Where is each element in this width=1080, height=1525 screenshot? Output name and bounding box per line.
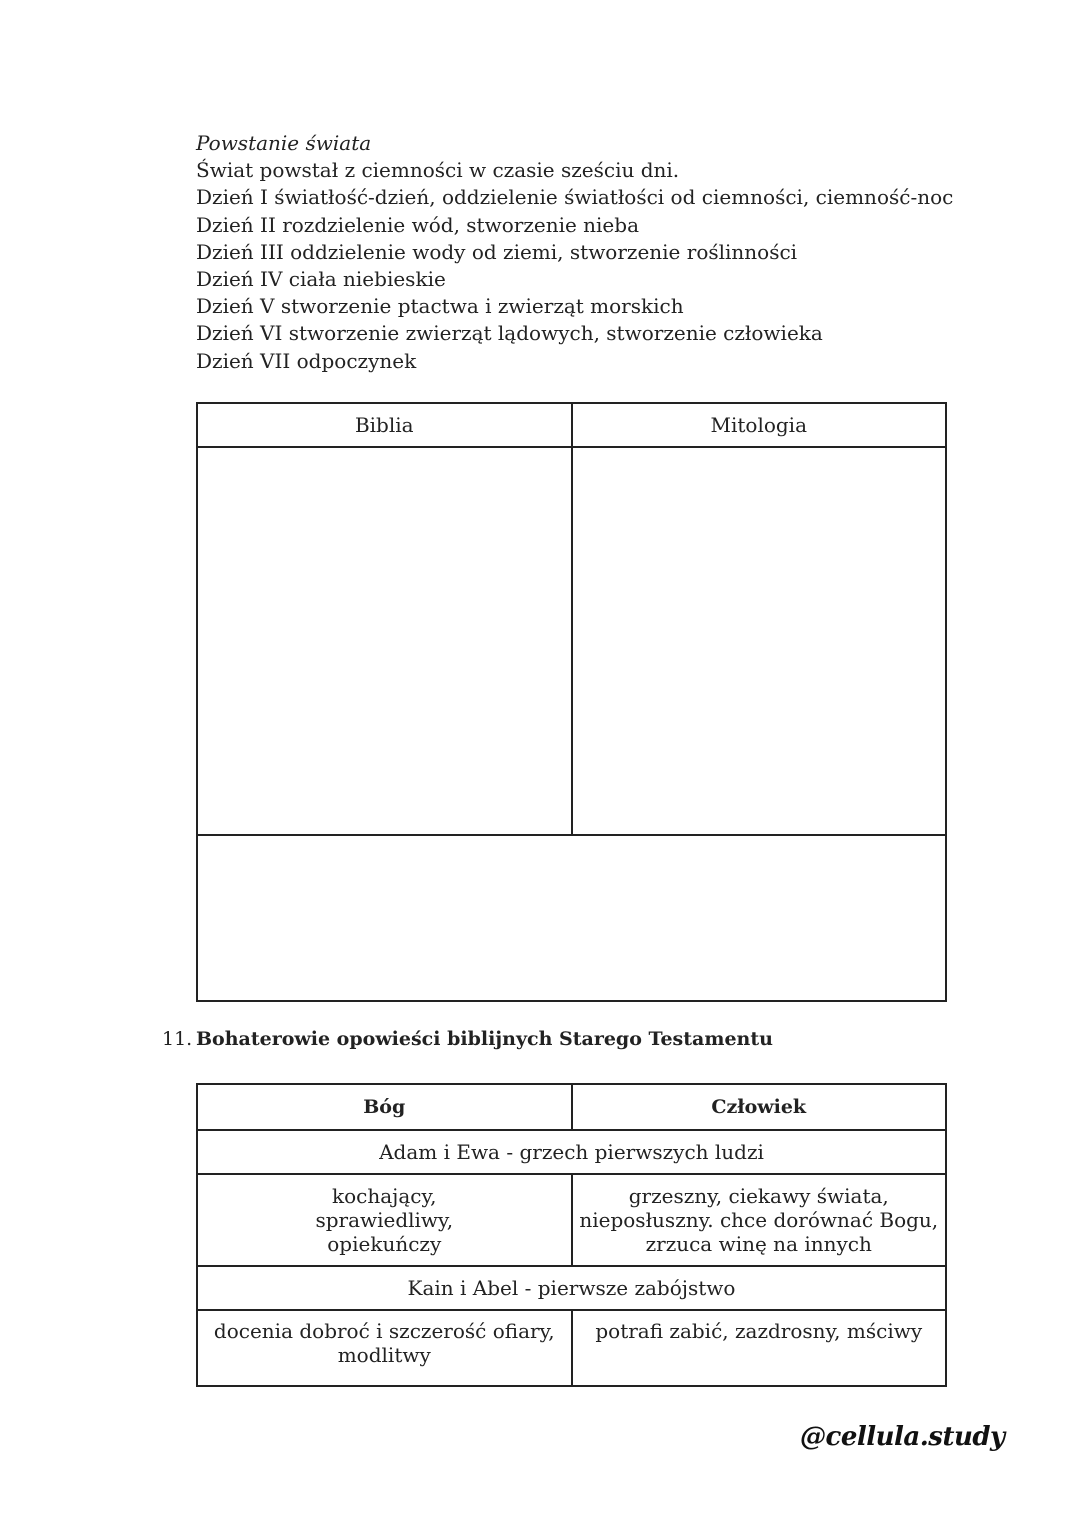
trait-line: zrzuca winę na innych [645,1232,872,1256]
column-header-human: Człowiek [572,1084,947,1130]
intro-line: Dzień I światłość-dzień, oddzielenie światłości od ciemności, ciemność-noc [196,185,954,210]
bible-cell [197,447,572,835]
intro-line: Dzień III oddzielenie wody od ziemi, stworzenie roślinności [196,239,798,264]
god-traits-cell [197,1174,572,1266]
intro-title: Powstanie świata [196,131,372,155]
intro-line: Dzień V stworzenie ptactwa i zwierząt morskich [196,294,684,319]
trait-line: sprawiedliwy, [315,1208,454,1232]
intro-line: Dzień VII odpoczynek [196,348,417,373]
trait-line: docenia dobroć i szczerość ofiary, [213,1319,555,1343]
summary-cell [197,835,946,1001]
trait-line: nieposłuszny. chce dorównać Bogu, [579,1208,939,1232]
column-header-god: Bóg [197,1084,572,1130]
section-heading [162,1028,773,1050]
god-traits-cell [197,1310,572,1386]
human-traits-cell [572,1310,947,1386]
section-title: Bohaterowie opowieści biblijnych Starego Testamentu [196,1028,773,1050]
trait-line: grzeszny, ciekawy świata, [628,1184,889,1208]
watermark: @cellula.study [800,1422,1005,1452]
intro-line: Dzień IV ciała niebieskie [196,267,446,292]
story-title: Adam i Ewa - grzech pierwszych ludzi [197,1130,946,1174]
column-header-mythology: Mitologia [572,403,947,447]
mythology-cell [572,447,947,835]
intro-line: Dzień II rozdzielenie wód, stworzenie nieba [196,212,639,237]
story-title: Kain i Abel - pierwsze zabójstwo [197,1266,946,1310]
section-number: 11. [162,1028,193,1050]
intro-line: Świat powstał z ciemności w czasie sześciu dni. [196,158,680,183]
intro-section [196,130,976,375]
trait-line: opiekuńczy [327,1232,442,1256]
characters-table [196,1083,947,1387]
comparison-table [196,402,947,1002]
human-traits-cell [572,1174,947,1266]
trait-line: kochający, [332,1184,437,1208]
trait-line: potrafi zabić, zazdrosny, mściwy [595,1319,923,1343]
intro-line: Dzień VI stworzenie zwierząt lądowych, stworzenie człowieka [196,321,823,346]
trait-line: modlitwy [337,1343,431,1367]
column-header-bible: Biblia [197,403,572,447]
